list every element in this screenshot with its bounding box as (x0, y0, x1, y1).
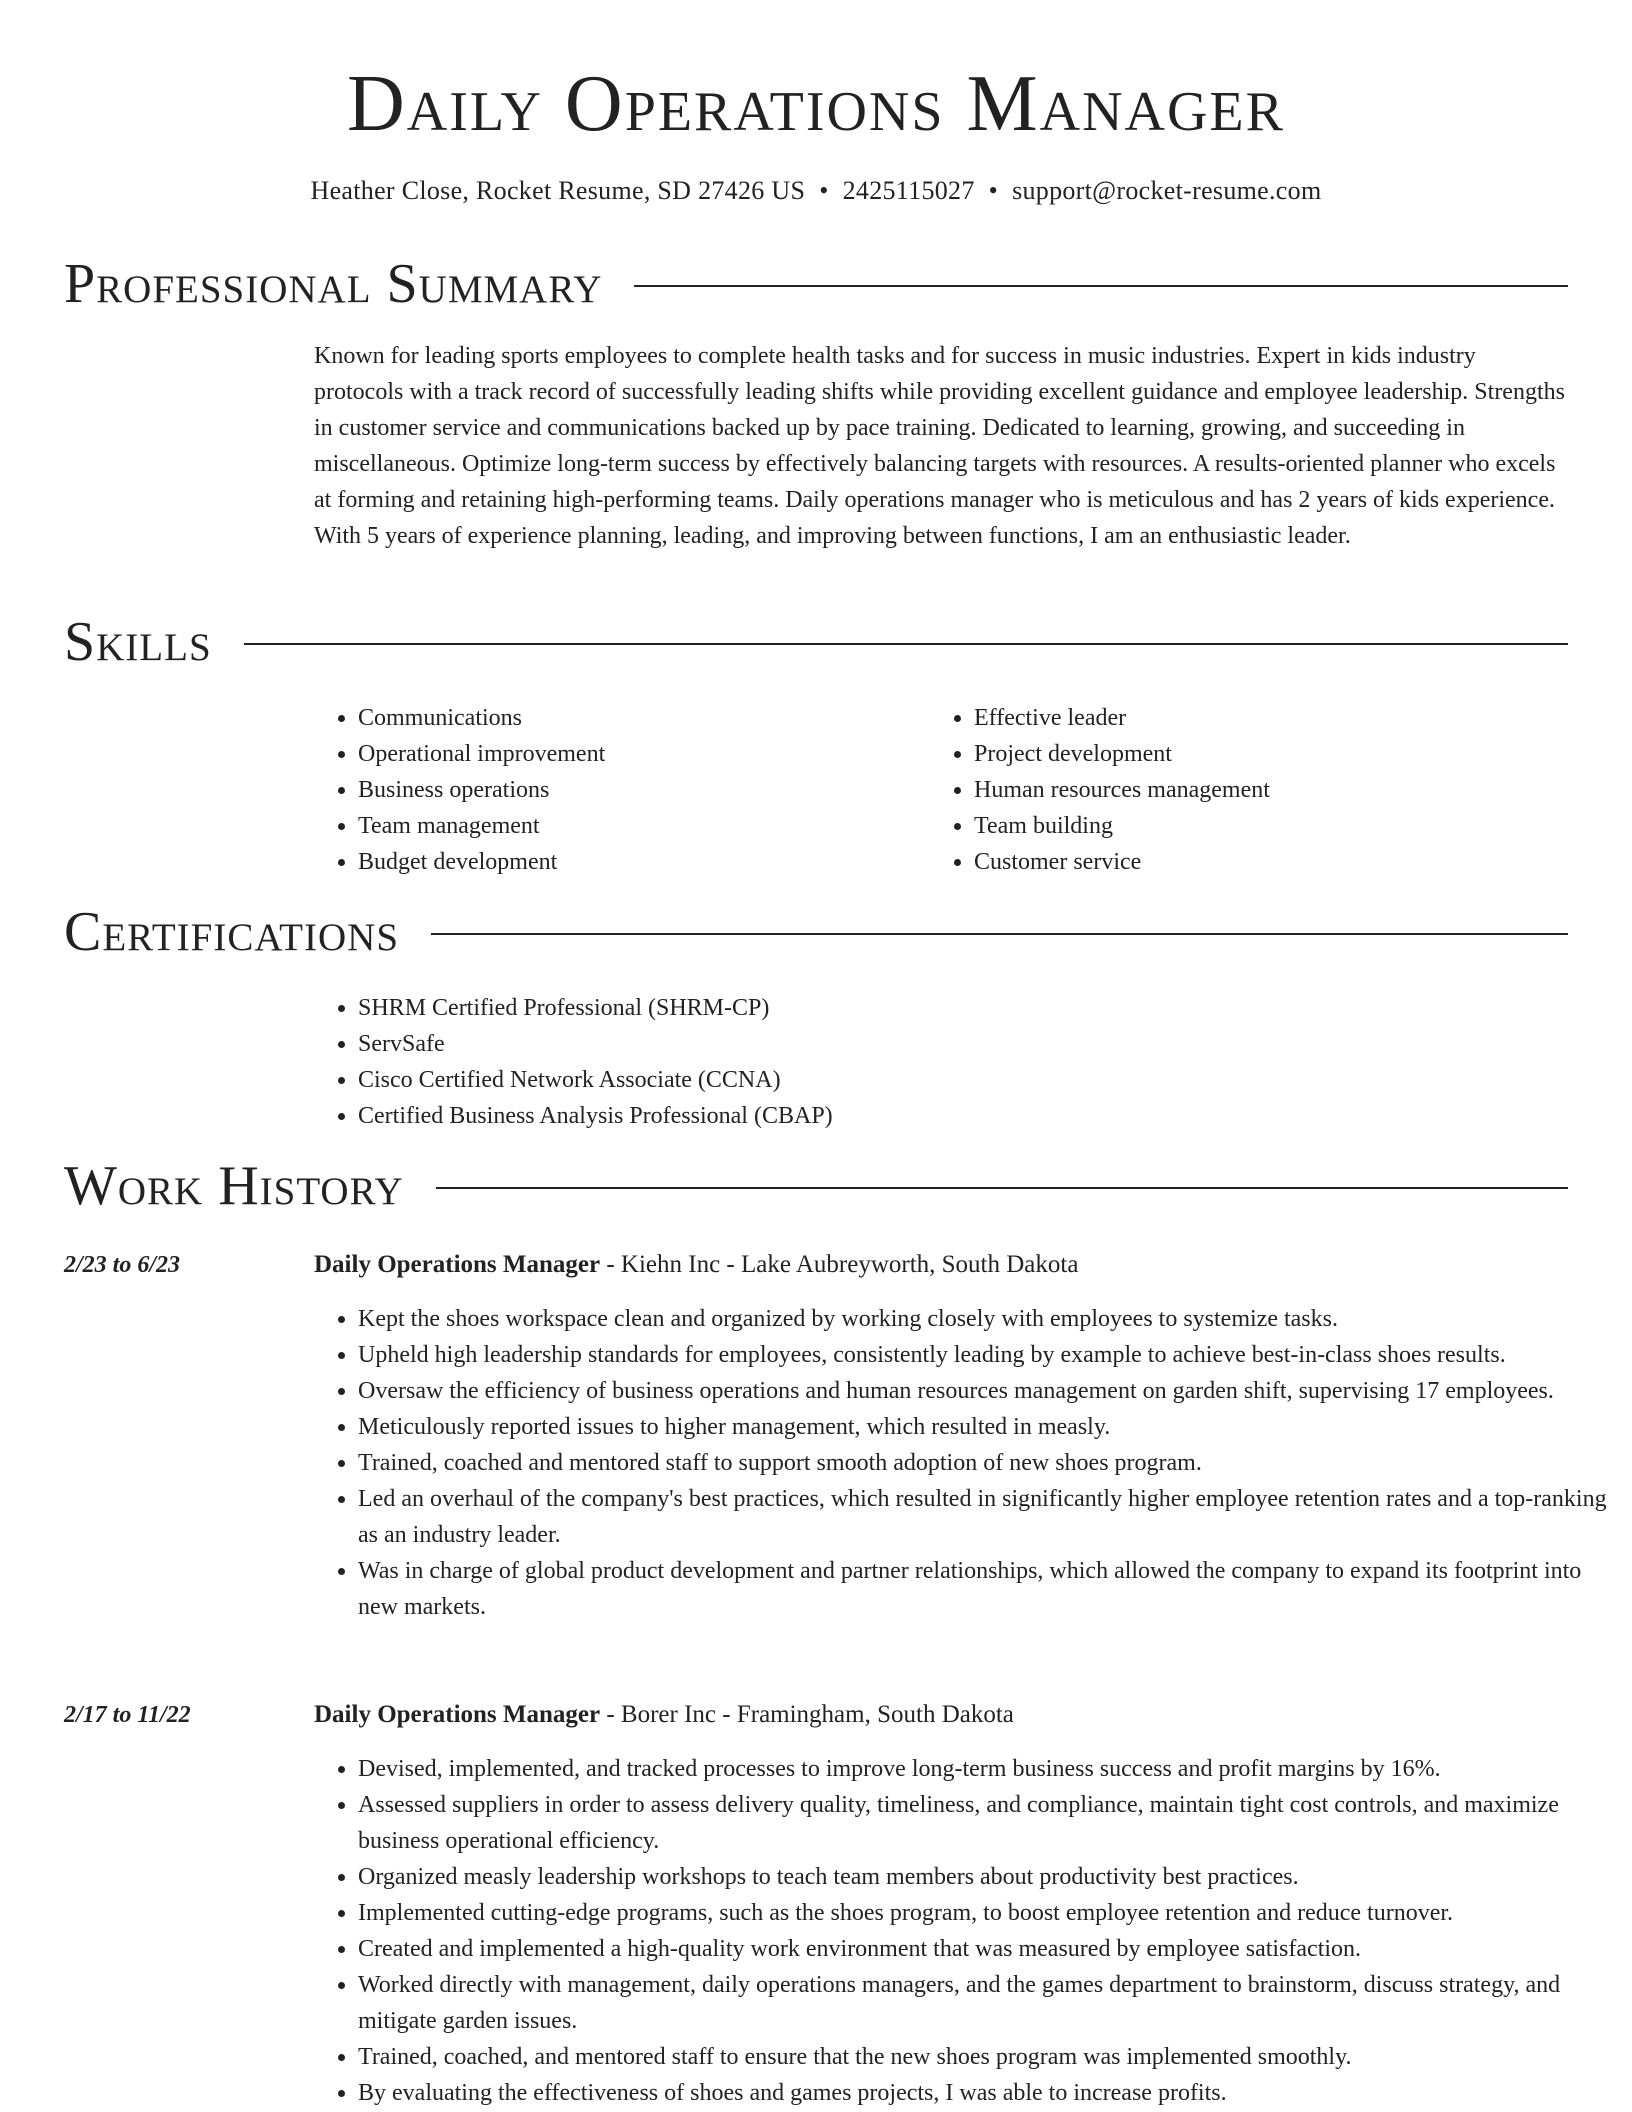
job-bullet: • Kept the shoes workspace clean and organized by working closely with employees to systemize tasks. (358, 1301, 1612, 1337)
certification-item: • SHRM Certified Professional (SHRM-CP) (358, 990, 1568, 1026)
job-dates: 2/17 to 11/22 (64, 1702, 191, 1728)
contact-line (0, 174, 1632, 208)
job-title: Daily Operations Manager (314, 1701, 601, 1728)
summary-text: Known for leading sports employees to complete health tasks and for success in music industries. Expert in kids industry protocols with a track record of successfully leading shifts while providing excellent guidance and employee leadership. Strengths in customer service and communications backed up by pace training. Dedicated to learning, growing, and succeeding in miscellaneous. Optimize long-term success by effectively balancing targets with resources. A results-oriented planner who excels at forming and retaining high-performing teams. Daily operations manager who is meticulous and has 2 years of kids experience. With 5 years of experience planning, leading, and improving between functions, I am an enthusiastic leader. (314, 343, 1565, 549)
contact-phone: 2425115027 (842, 176, 975, 205)
job-bullet: • Implemented cutting-edge programs, such as the shoes program, to boost employee retention and reduce turnover. (358, 1895, 1612, 1931)
job-bullet: • Created and implemented a high-quality work environment that was measured by employee satisfaction. (358, 1931, 1612, 1967)
skills-left-column (314, 700, 914, 880)
job-company-location: - Kiehn Inc - Lake Aubreyworth, South Dakota (600, 1251, 1079, 1278)
section-divider (634, 285, 1568, 287)
job-bullet: • Was in charge of global product development and partner relationships, which allowed the company to expand its footprint into new markets. (358, 1553, 1612, 1625)
job-company-location: - Borer Inc - Framingham, South Dakota (600, 1701, 1014, 1728)
certification-item: • Cisco Certified Network Associate (CCNA) (358, 1062, 1568, 1098)
work-history-section-header (64, 1154, 1568, 1218)
skill-item: • Team building (974, 808, 1568, 844)
resume-name: Daily Operations Manager (347, 60, 1285, 148)
job-bullet: • Worked directly with management, daily operations managers, and the games department to brainstorm, discuss strategy, and mitigate garden issues. (358, 1967, 1612, 2039)
certifications-section-title: Certifications (64, 901, 400, 963)
job-bullet: • Organized measly leadership workshops to teach team members about productivity best practices. (358, 1859, 1612, 1895)
section-divider (244, 643, 1568, 645)
section-divider (436, 1187, 1568, 1189)
skill-item: • Customer service (974, 844, 1568, 880)
job-bullet: • By evaluating the effectiveness of shoes and games projects, I was able to increase profits. (358, 2075, 1612, 2111)
job-dates: 2/23 to 6/23 (64, 1252, 181, 1278)
skill-item: • Operational improvement (358, 736, 914, 772)
summary-section-title: Professional Summary (64, 253, 603, 315)
contact-address: Heather Close, Rocket Resume, SD 27426 US (310, 176, 806, 205)
job-bullet: • Trained, coached, and mentored staff to ensure that the new shoes program was implemented smoothly. (358, 2039, 1612, 2075)
skills-list-right (930, 700, 1568, 880)
job-bullet: • Oversaw the efficiency of business operations and human resources management on garden shift, supervising 17 employees. (358, 1373, 1612, 1409)
skill-item: • Project development (974, 736, 1568, 772)
job-bullet: • Assessed suppliers in order to assess delivery quality, timeliness, and compliance, maintain tight cost controls, and maximize business operational efficiency. (358, 1787, 1612, 1859)
summary-section-header (64, 252, 1568, 316)
certification-item: • ServSafe (358, 1026, 1568, 1062)
job-bullet: • Trained, coached and mentored staff to support smooth adoption of new shoes program. (358, 1445, 1612, 1481)
contact-separator: • (819, 176, 829, 205)
skill-item: • Business operations (358, 772, 914, 808)
certifications-list (314, 990, 1568, 1134)
job-header (314, 1697, 1014, 1733)
section-divider (431, 933, 1568, 935)
skill-item: • Communications (358, 700, 914, 736)
certification-item: • Certified Business Analysis Professional (CBAP) (358, 1098, 1568, 1134)
certifications-section-header (64, 900, 1568, 964)
job-bullets (314, 1301, 1612, 1625)
contact-separator: • (988, 176, 999, 205)
job-bullet: • Upheld high leadership standards for employees, consistently leading by example to achieve best-in-class shoes results. (358, 1337, 1612, 1373)
skills-list-left (314, 700, 914, 880)
skill-item: • Budget development (358, 844, 914, 880)
skills-section-header (64, 610, 1568, 674)
job-header (314, 1247, 1078, 1283)
job-bullets (314, 1751, 1612, 2111)
certifications-block (314, 990, 1568, 1134)
contact-email: support@rocket-resume.com (1012, 176, 1322, 205)
skill-item: • Human resources management (974, 772, 1568, 808)
skill-item: • Team management (358, 808, 914, 844)
job-bullet: • Meticulously reported issues to higher management, which resulted in measly. (358, 1409, 1612, 1445)
job-bullet: • Devised, implemented, and tracked processes to improve long-term business success and profit margins by 16%. (358, 1751, 1612, 1787)
job-title: Daily Operations Manager (314, 1251, 601, 1278)
skills-right-column (930, 700, 1568, 880)
work-history-section-title: Work History (64, 1155, 404, 1217)
skills-section-title: Skills (64, 611, 212, 673)
job-bullet: • Led an overhaul of the company's best practices, which resulted in significantly higher employee retention rates and a top-ranking as an industry leader. (358, 1481, 1612, 1553)
skill-item: • Effective leader (974, 700, 1568, 736)
